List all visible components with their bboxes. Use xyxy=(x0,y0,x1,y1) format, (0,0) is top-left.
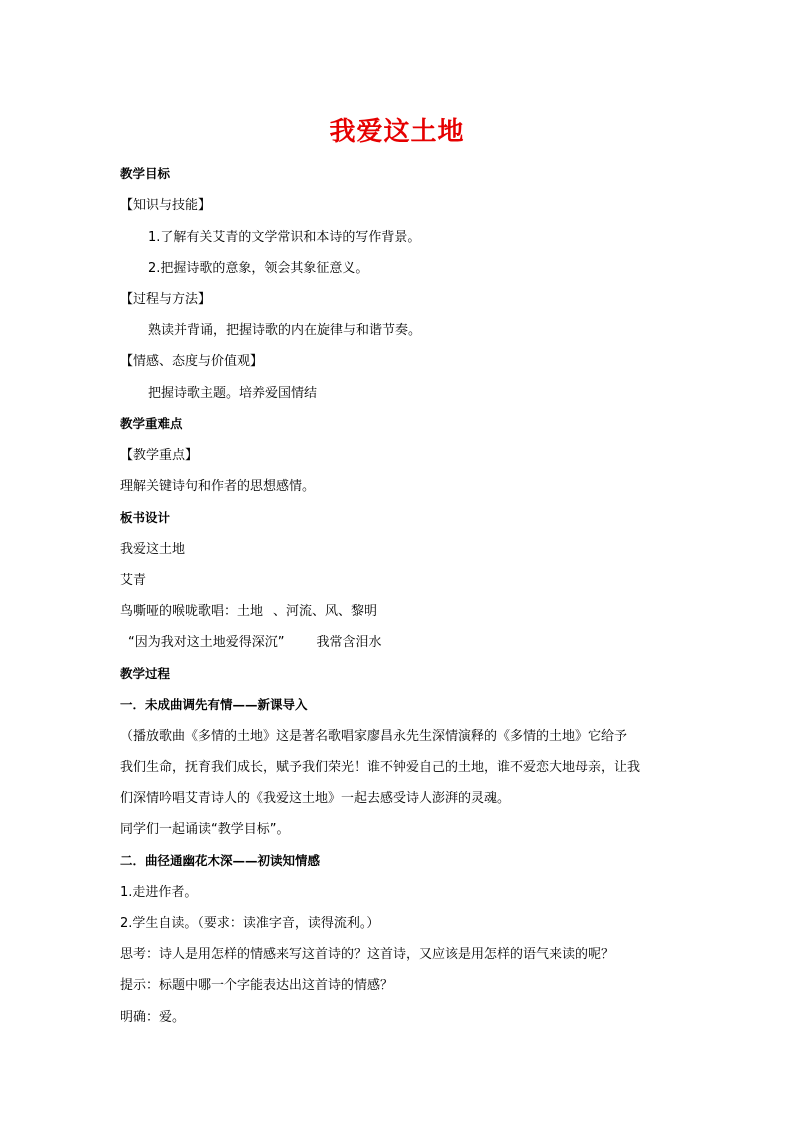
board-title: 我爱这土地 xyxy=(120,542,186,557)
board-line-quote xyxy=(128,635,382,651)
section-2-item-2: 2.学生自读。（要求：读准字音，读得流利。） xyxy=(120,916,380,931)
section-1-heading: 一．未成曲调先有情——新课导入 xyxy=(120,697,308,712)
board-imagery-part-1: 鸟嘶哑的喉咙歌唱：土地 xyxy=(120,604,264,619)
section-1-closing: 同学们一起诵读“教学目标”。 xyxy=(120,822,290,837)
objectives-heading: 教学目标 xyxy=(120,166,171,181)
emotion-text: 把握诗歌主题。培养爱国情结 xyxy=(148,386,318,401)
board-line-imagery xyxy=(120,604,377,620)
document-title: 我爱这土地 xyxy=(329,117,465,147)
section-2-answer: 明确：爱。 xyxy=(120,1010,186,1025)
board-tears: 我常含泪水 xyxy=(316,635,382,650)
emotion-label: 【情感、态度与价值观】 xyxy=(120,354,264,369)
knowledge-item-1: 1.了解有关艾青的文学常识和本诗的写作背景。 xyxy=(148,230,421,245)
section-1-paragraph-line-1: （播放歌曲《多情的土地》这是著名歌唱家廖昌永先生深情演释的《多情的土地》它给予 xyxy=(120,729,628,744)
section-2-heading: 二．曲径通幽花木深——初读知情感 xyxy=(120,853,321,868)
key-points-label: 【教学重点】 xyxy=(120,448,199,463)
section-1-paragraph-line-2: 我们生命，抚育我们成长，赋予我们荣光！谁不钟爱自己的土地，谁不爱恋大地母亲，让我 xyxy=(120,760,641,775)
difficulties-heading: 教学重难点 xyxy=(120,416,183,431)
section-2-hint: 提示：标题中哪一个字能表达出这首诗的情感？ xyxy=(120,978,394,993)
process-method-text: 熟读并背诵，把握诗歌的内在旋律与和谐节奏。 xyxy=(148,323,422,338)
knowledge-item-2: 2.把握诗歌的意象，领会其象征意义。 xyxy=(148,261,369,276)
board-design-heading: 板书设计 xyxy=(120,510,171,525)
section-1-paragraph-line-3: 们深情吟唱艾青诗人的《我爱这土地》一起去感受诗人澎湃的灵魂。 xyxy=(120,791,511,806)
section-2-think: 思考：诗人是用怎样的情感来写这首诗的？这首诗，又应该是用怎样的语气来读的呢？ xyxy=(120,947,615,962)
section-2-item-1: 1.走进作者。 xyxy=(120,885,198,900)
board-imagery-part-2: 、河流 xyxy=(273,604,313,619)
knowledge-label: 【知识与技能】 xyxy=(120,198,212,213)
board-quote: “因为我对这土地爱得深沉” xyxy=(128,635,285,650)
board-imagery-part-3: 、风、黎明 xyxy=(312,604,378,619)
board-author: 艾青 xyxy=(120,573,147,588)
teaching-process-heading: 教学过程 xyxy=(120,666,171,681)
key-points-text: 理解关键诗句和作者的思想感情。 xyxy=(120,479,316,494)
process-method-label: 【过程与方法】 xyxy=(120,292,212,307)
